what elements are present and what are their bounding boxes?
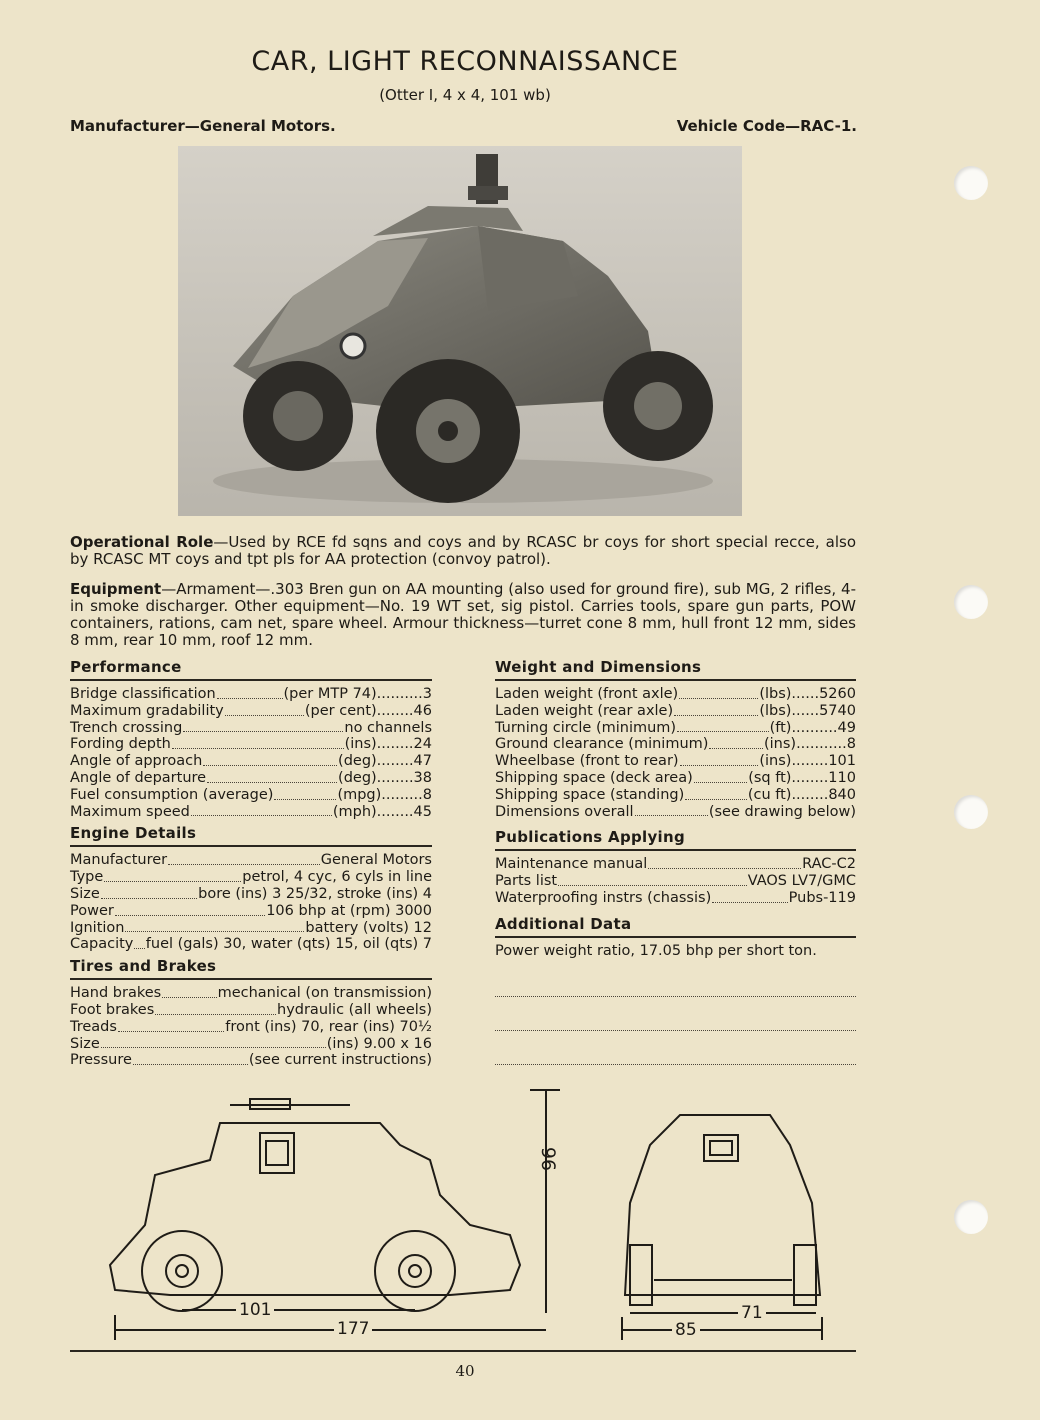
binder-hole (954, 1200, 988, 1234)
dot-leader (101, 1036, 326, 1049)
row-label: Size (70, 1035, 100, 1052)
table-row (70, 736, 432, 753)
armoured-car-photo-image (178, 146, 742, 516)
dot-leader (677, 720, 769, 733)
table-row (70, 936, 432, 953)
performance-table (70, 686, 432, 820)
row-label: Maximum speed (70, 803, 190, 820)
publications-heading: Publications Applying (495, 828, 856, 851)
row-label: Type (70, 869, 104, 886)
row-value: hydraulic (all wheels) (277, 1001, 432, 1018)
dot-leader (685, 787, 747, 800)
binder-hole (954, 795, 988, 829)
dot-leader (134, 936, 144, 949)
wheelbase-dimension-label: 101 (236, 1300, 274, 1320)
row-value: (see current instructions) (248, 1052, 432, 1069)
dot-leader (125, 920, 304, 933)
row-label: Angle of departure (70, 769, 207, 786)
dot-leader (709, 736, 763, 749)
row-value: (sq ft)........110 (748, 769, 856, 786)
row-value: no channels (344, 719, 432, 736)
dot-leader (115, 903, 265, 916)
row-label: Wheelbase (front to rear) (495, 753, 679, 770)
row-value: (ft)..........49 (769, 719, 856, 736)
table-row (70, 1036, 432, 1053)
table-row (495, 804, 856, 821)
row-label: Turning circle (minimum) (495, 719, 677, 736)
table-row (70, 804, 432, 821)
row-label: Laden weight (rear axle) (495, 702, 674, 719)
vehicle-code-label: Vehicle Code—RAC-1. (676, 117, 857, 135)
table-row (70, 753, 432, 770)
table-row (70, 1002, 432, 1019)
row-label: Fuel consumption (average) (70, 786, 274, 803)
row-label: Angle of approach (70, 753, 203, 770)
tires-table (70, 985, 432, 1069)
row-label: Ignition (70, 919, 125, 936)
table-row (495, 890, 856, 907)
table-row (70, 1019, 432, 1036)
tires-heading: Tires and Brakes (70, 957, 432, 980)
engine-heading: Engine Details (70, 824, 432, 847)
height-dimension-label: 96 (537, 1146, 560, 1172)
width-dimension-label: 85 (672, 1320, 700, 1340)
dot-leader (172, 736, 344, 749)
dot-leader (674, 703, 758, 716)
row-value: (mpg).........8 (337, 786, 432, 803)
bottom-rule (70, 1350, 856, 1352)
page-title: CAR, LIGHT RECONNAISSANCE (251, 46, 679, 77)
row-value: (ins)........24 (344, 736, 432, 753)
row-value: RAC-C2 (802, 856, 856, 873)
table-row (70, 886, 432, 903)
table-row (495, 720, 856, 737)
table-row (495, 856, 856, 873)
row-label: Foot brakes (70, 1001, 155, 1018)
table-row (70, 920, 432, 937)
blank-line (495, 1048, 856, 1065)
row-label: Fording depth (70, 736, 171, 753)
row-value: (lbs)......5260 (759, 686, 856, 702)
side-view-drawing (110, 1090, 822, 1340)
manufacturer-label: Manufacturer—General Motors. (70, 117, 336, 135)
length-dimension-label: 177 (334, 1319, 372, 1339)
dot-leader (191, 804, 332, 817)
dot-leader (679, 686, 758, 699)
dot-leader (712, 890, 787, 903)
dot-leader (207, 770, 337, 783)
dot-leader (101, 886, 197, 899)
dot-leader (635, 804, 708, 817)
table-row (70, 770, 432, 787)
row-value: (ins) 9.00 x 16 (326, 1035, 432, 1052)
row-value: (per cent)........46 (304, 702, 432, 719)
dot-leader (155, 1002, 276, 1015)
additional-heading: Additional Data (495, 915, 856, 938)
dot-leader (680, 753, 759, 766)
table-row (495, 770, 856, 787)
table-row (70, 686, 432, 703)
row-label: Hand brakes (70, 985, 162, 1002)
row-label: Bridge classification (70, 686, 216, 702)
equipment-label: Equipment (70, 580, 162, 598)
table-row (70, 869, 432, 886)
publications-table (495, 856, 856, 906)
row-value: (ins)...........8 (763, 736, 856, 753)
row-value: (see drawing below) (708, 803, 856, 820)
row-value: (ins)........101 (759, 753, 856, 770)
dot-leader (217, 686, 283, 699)
additional-text: Power weight ratio, 17.05 bhp per short ton. (495, 942, 817, 959)
row-label: Dimensions overall (495, 803, 634, 820)
page-subtitle: (Otter I, 4 x 4, 101 wb) (379, 86, 551, 104)
row-label: Size (70, 885, 100, 902)
row-value: General Motors (320, 852, 432, 869)
dot-leader (168, 852, 320, 865)
row-value: fuel (gals) 30, water (qts) 15, oil (qts) 7 (145, 936, 432, 953)
page-number: 40 (455, 1362, 475, 1380)
equipment-paragraph (70, 581, 856, 649)
row-value: VAOS LV7/GMC (747, 873, 856, 890)
engine-table (70, 852, 432, 953)
dot-leader (225, 703, 304, 716)
dot-leader (118, 1019, 224, 1032)
table-row (495, 787, 856, 804)
row-label: Manufacturer (70, 852, 168, 869)
dot-leader (648, 856, 801, 869)
row-value: mechanical (on transmission) (217, 985, 432, 1002)
row-label: Ground clearance (minimum) (495, 736, 709, 753)
dot-leader (694, 770, 747, 783)
row-label: Maintenance manual (495, 856, 648, 873)
blank-line (495, 1014, 856, 1031)
row-value: 106 bhp at (rpm) 3000 (266, 902, 432, 919)
blank-line (495, 980, 856, 997)
table-row (70, 903, 432, 920)
table-row (70, 787, 432, 804)
dot-leader (162, 985, 216, 998)
table-row (495, 703, 856, 720)
table-row (70, 703, 432, 720)
row-value: Pubs-119 (788, 889, 856, 906)
table-row (70, 985, 432, 1002)
table-row (70, 1052, 432, 1069)
row-label: Shipping space (deck area) (495, 769, 693, 786)
operational-role-paragraph (70, 534, 856, 568)
left-column (70, 658, 432, 1069)
row-value: (lbs)......5740 (759, 702, 856, 719)
row-label: Maximum gradability (70, 702, 224, 719)
row-label: Shipping space (standing) (495, 786, 685, 803)
operational-role-label: Operational Role (70, 533, 214, 551)
binder-hole (954, 166, 988, 200)
performance-heading: Performance (70, 658, 432, 681)
row-label: Parts list (495, 873, 558, 890)
operational-role-text: —Used by RCE fd sqns and coys and by RCASC br coys for short special recce, also by RCASC MT coys and tpt pls for AA protection (convoy patrol). (70, 533, 856, 568)
dot-leader (203, 753, 337, 766)
dot-leader (558, 873, 747, 886)
row-value: (deg)........38 (338, 769, 432, 786)
equipment-text: —Armament—.303 Bren gun on AA mounting (also used for ground fire), sub MG, 2 rifles, 4-in smoke discharger. Other equipment—No. 19 WT set, sig pistol. Carries tools, spare gun parts, POW containers, rations, cam net, spare wheel. Armour thickness—turret cone 8 mm, hull front 12 mm, sides 8 mm, rear 10 mm, roof 12 mm. (70, 580, 856, 649)
table-row (495, 753, 856, 770)
table-row (495, 686, 856, 703)
table-row (70, 720, 432, 737)
row-label: Pressure (70, 1052, 132, 1069)
row-label: Power (70, 902, 114, 919)
dot-leader (133, 1052, 248, 1065)
weight-heading: Weight and Dimensions (495, 658, 856, 681)
row-value: battery (volts) 12 (305, 919, 432, 936)
row-label: Capacity (70, 936, 134, 953)
row-value: petrol, 4 cyc, 6 cyls in line (242, 869, 432, 886)
row-label: Treads (70, 1018, 117, 1035)
binder-hole (954, 585, 988, 619)
table-row (70, 852, 432, 869)
track-dimension-label: 71 (738, 1303, 766, 1323)
row-label: Laden weight (front axle) (495, 686, 679, 702)
row-label: Trench crossing (70, 719, 183, 736)
row-value: (cu ft)........840 (747, 786, 856, 803)
table-row (495, 736, 856, 753)
table-row (495, 873, 856, 890)
dot-leader (183, 720, 343, 733)
row-label: Waterproofing instrs (chassis) (495, 889, 712, 906)
row-value: front (ins) 70, rear (ins) 70½ (225, 1018, 432, 1035)
row-value: bore (ins) 3 25/32, stroke (ins) 4 (198, 885, 432, 902)
dot-leader (104, 869, 241, 882)
row-value: (per MTP 74)..........3 (283, 686, 432, 702)
vehicle-photo (178, 146, 742, 516)
right-column (495, 658, 856, 1082)
row-value: (deg)........47 (338, 753, 432, 770)
row-value: (mph)........45 (332, 803, 432, 820)
dot-leader (274, 787, 336, 800)
weight-table (495, 686, 856, 820)
